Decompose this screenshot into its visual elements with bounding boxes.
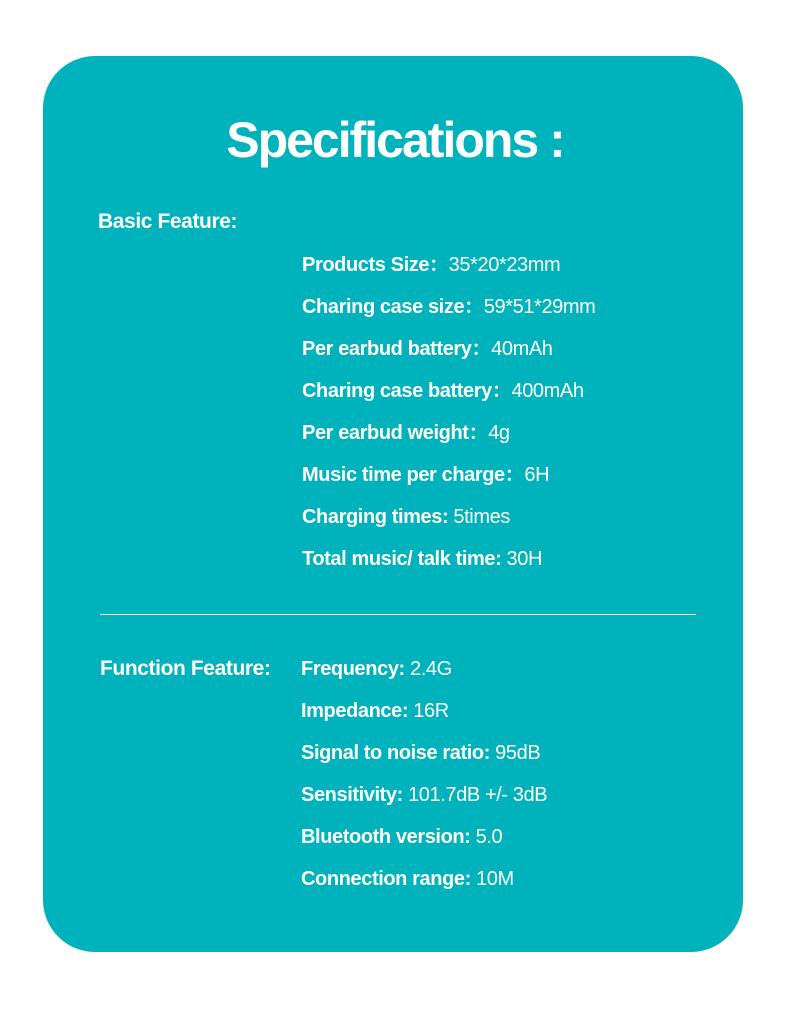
page-title: Specifications :: [226, 112, 564, 168]
spec-value: 95dB: [495, 742, 541, 764]
spec-row-case-battery: [302, 378, 595, 420]
spec-value: 30H: [506, 548, 543, 570]
section-divider: [100, 614, 696, 615]
spec-row-charging-case-size: [302, 294, 595, 336]
spec-separator: ：: [468, 422, 489, 444]
spec-row-earbud-weight: [302, 420, 595, 462]
spec-key: Bluetooth version:: [301, 826, 471, 848]
function-feature-list: [301, 656, 547, 908]
spec-key: Per earbud battery: [302, 338, 472, 360]
spec-value: 35*20*23mm: [448, 254, 561, 276]
spec-value: 10M: [476, 868, 514, 890]
spec-row-signal-to-noise: [301, 740, 547, 782]
spec-value: 5.0: [475, 826, 503, 848]
spec-key: Per earbud weight: [302, 422, 469, 444]
function-feature-label: Function Feature:: [100, 657, 271, 680]
spec-key: Charing case size: [302, 296, 465, 318]
basic-feature-label: Basic Feature:: [98, 210, 238, 233]
spec-row-sensitivity: [301, 782, 547, 824]
spec-separator: ：: [429, 254, 449, 276]
spec-separator: ：: [464, 296, 484, 318]
spec-row-bluetooth-version: [301, 824, 547, 866]
spec-key: Impedance:: [301, 700, 409, 722]
spec-row-music-time-per-charge: [302, 462, 595, 504]
spec-key: Music time per charge: [302, 464, 505, 486]
spec-key: Charing case battery: [302, 380, 492, 402]
spec-key: Products Size: [302, 254, 430, 276]
spec-value: 16R: [413, 700, 449, 722]
spec-separator: ：: [471, 338, 492, 360]
spec-value: 400mAh: [511, 380, 584, 402]
spec-value: 101.7dB +/- 3dB: [408, 784, 548, 806]
spec-key: Signal to noise ratio:: [301, 742, 490, 764]
basic-feature-list: [302, 252, 595, 588]
spec-key: Sensitivity:: [301, 784, 403, 806]
spec-row-frequency: [301, 656, 547, 698]
spec-value: 4g: [488, 422, 510, 444]
spec-row-total-music-talk-time: [302, 546, 595, 588]
spec-row-impedance: [301, 698, 547, 740]
spec-value: 6H: [524, 464, 550, 486]
spec-value: 5times: [453, 506, 510, 528]
spec-row-earbud-battery: [302, 336, 595, 378]
spec-value: 2.4G: [409, 658, 452, 680]
spec-value: 59*51*29mm: [483, 296, 596, 318]
spec-row-charging-times: [302, 504, 595, 546]
spec-separator: ：: [491, 380, 512, 402]
spec-key: Total music/ talk time:: [302, 548, 502, 570]
spec-row-connection-range: [301, 866, 547, 908]
spec-value: 40mAh: [491, 338, 553, 360]
spec-separator: ：: [504, 464, 525, 486]
spec-row-products-size: [302, 252, 595, 294]
spec-key: Connection range:: [301, 868, 471, 890]
spec-key: Frequency:: [301, 658, 405, 680]
spec-key: Charging times:: [302, 506, 449, 528]
